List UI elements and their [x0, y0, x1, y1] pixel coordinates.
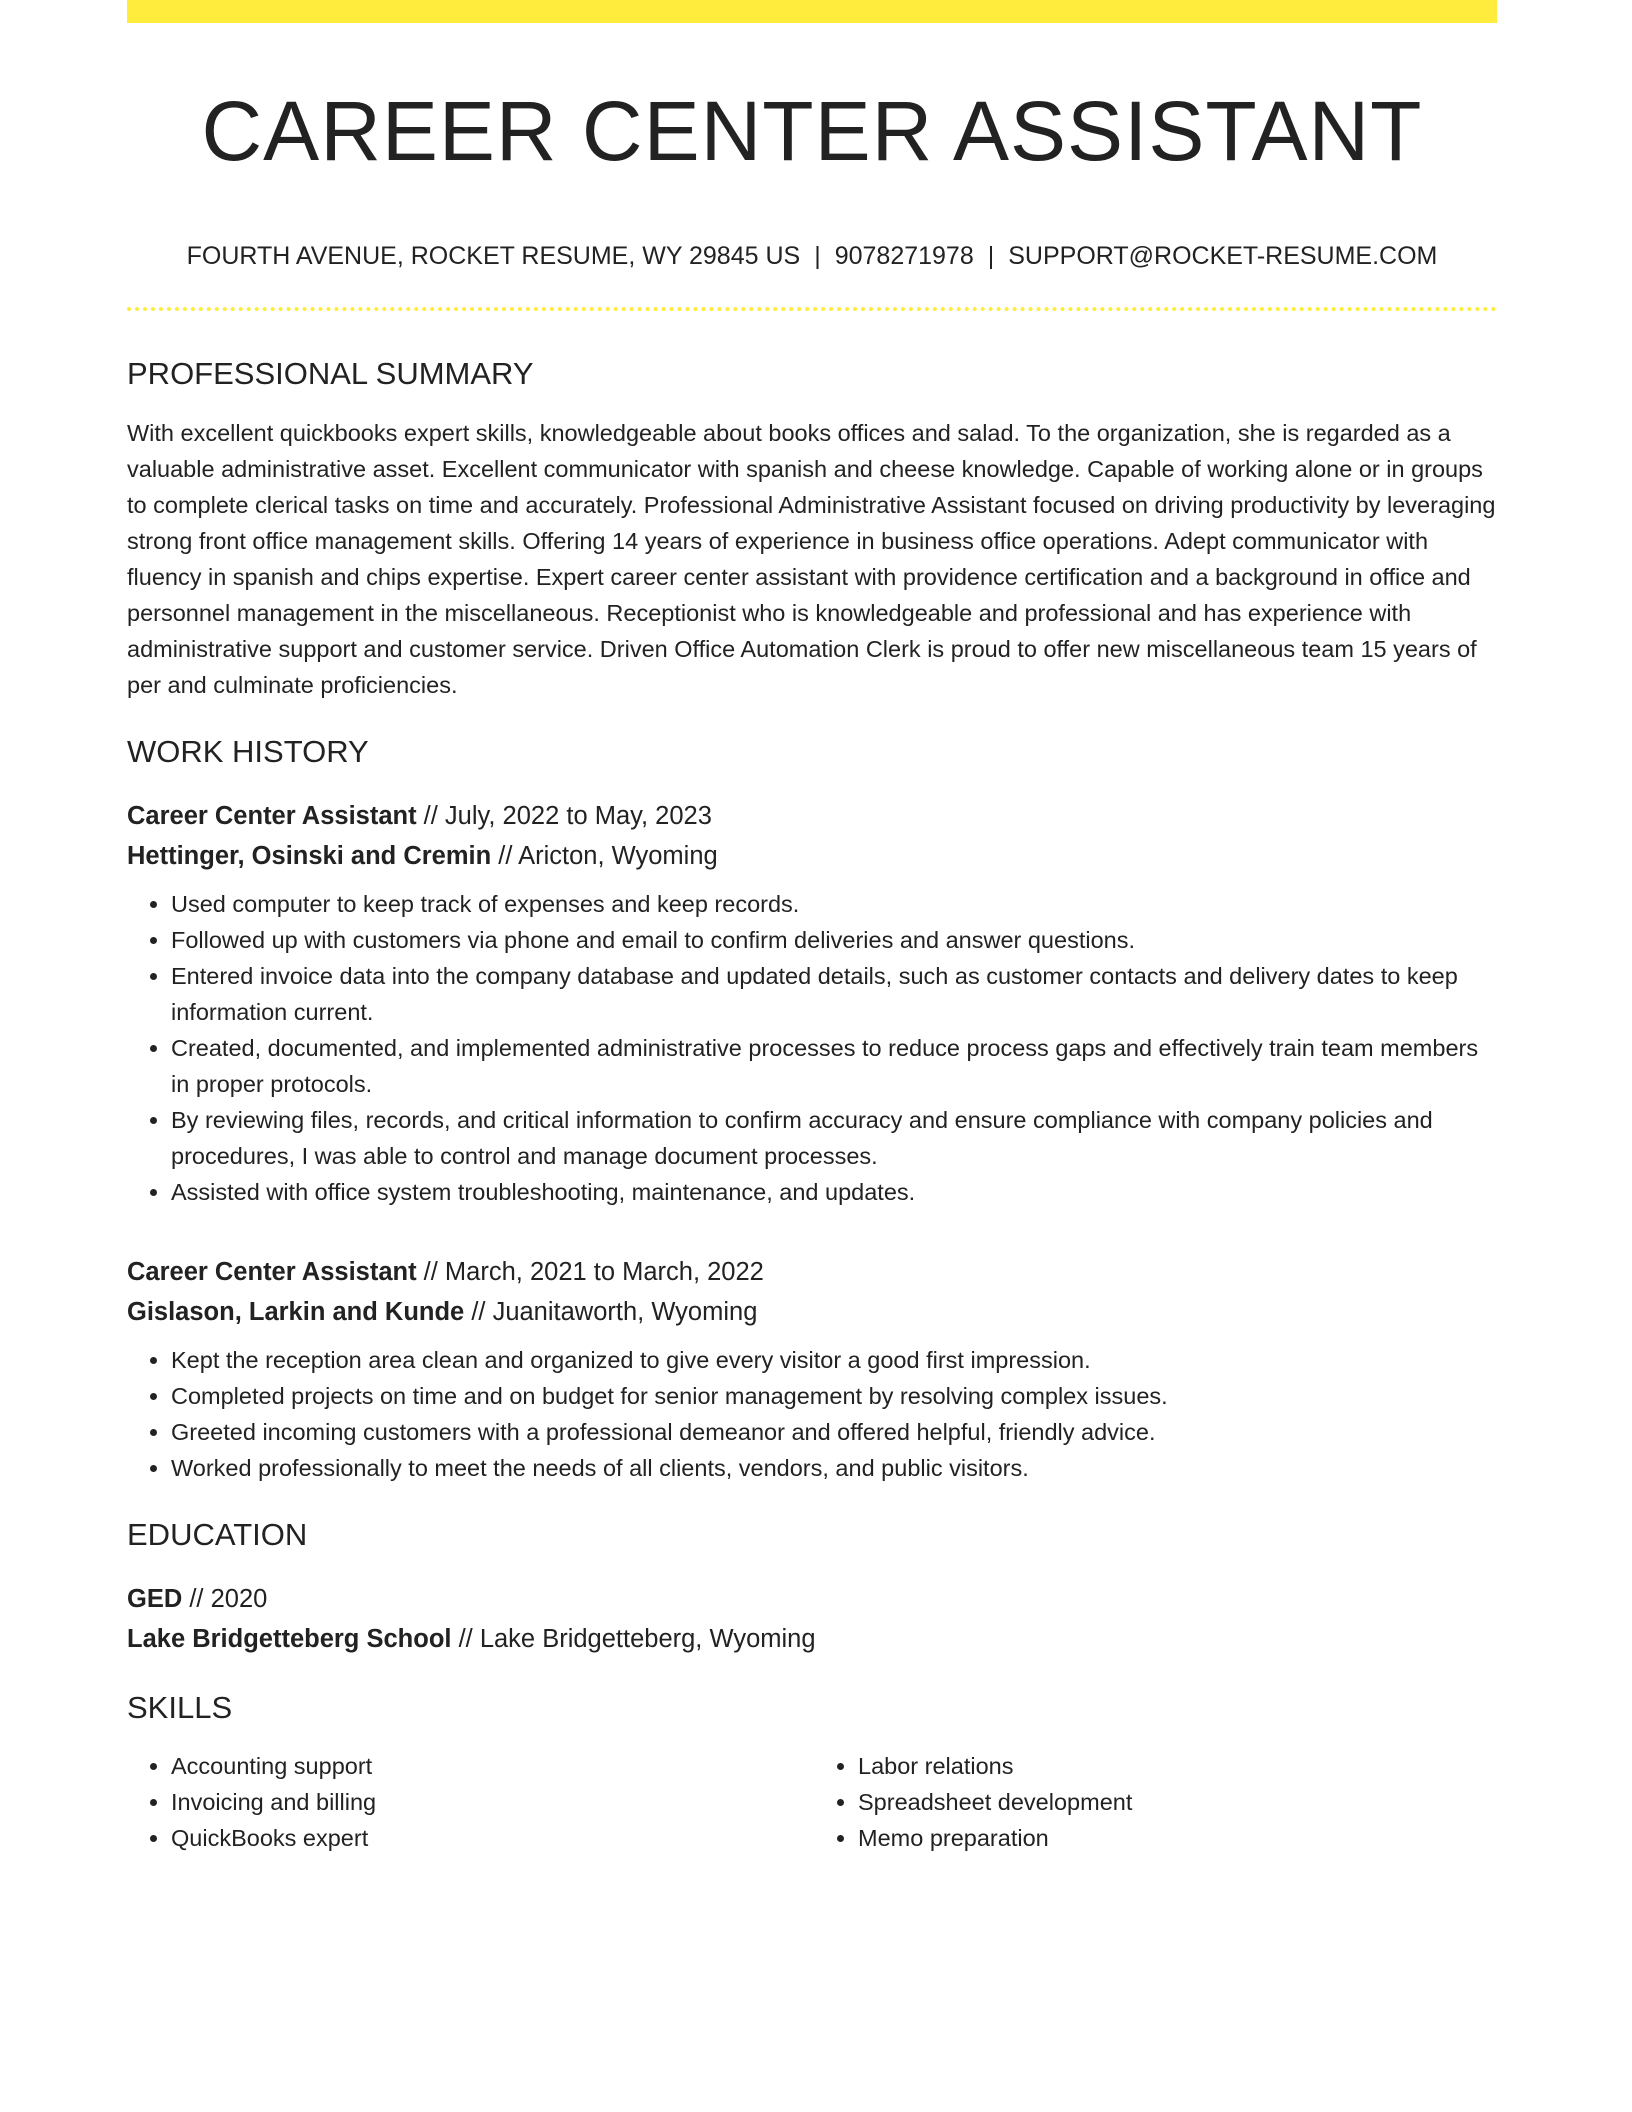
summary-text: With excellent quickbooks expert skills, knowledgeable about books offices and salad. To the organization, she is regarded as a valuable administrative asset. Excellent communicator with spanish and cheese knowledge. Capable of working alone or in groups to complete clerical tasks on time and accurately. Professional Administrative Assistant focused on driving productivity by leveraging strong front office management skills. Offering 14 years of experience in business office operations. Adept communicator with fluency in spanish and chips expertise. Expert career center assistant with providence certification and a background in office and personnel management in the miscellaneous. Receptionist who is knowledgeable and professional and has experience with administrative support and customer service. Driven Office Automation Clerk is proud to offer new miscellaneous team 15 years of per and culminate proficiencies.: [127, 419, 1496, 698]
contact-email: SUPPORT@ROCKET-RESUME.COM: [1008, 242, 1438, 271]
job-bullet: • Created, documented, and implemented administrative processes to reduce process gaps and effectively train team members in proper protocols.: [171, 1030, 1497, 1102]
job-dates: // July, 2022 to May, 2023: [416, 801, 712, 830]
job-bullet: • Entered invoice data into the company database and updated details, such as customer contacts and delivery dates to keep information current.: [171, 958, 1497, 1030]
job-bullet: • Followed up with customers via phone and email to confirm deliveries and answer questions.: [171, 922, 1497, 958]
contact-address: FOURTH AVENUE, ROCKET RESUME, WY 29845 US: [186, 242, 801, 271]
job-company: Hettinger, Osinski and Cremin: [127, 841, 492, 870]
skill-item: • Labor relations: [858, 1748, 1497, 1784]
skill-item: • Memo preparation: [858, 1820, 1497, 1856]
skill-item: • Spreadsheet development: [858, 1784, 1497, 1820]
skill-item: • Invoicing and billing: [171, 1784, 810, 1820]
job-bullets: [127, 1342, 1497, 1486]
resume-page: [127, 0, 1497, 1856]
skill-item: • QuickBooks expert: [171, 1820, 810, 1856]
job-location: // Aricton, Wyoming: [491, 841, 718, 870]
education-year: // 2020: [182, 1584, 268, 1613]
job-bullet: • Kept the reception area clean and organized to give every visitor a good first impression.: [171, 1342, 1497, 1378]
job-company-line: [127, 836, 1497, 876]
job-bullet: • Completed projects on time and on budget for senior management by resolving complex issues.: [171, 1378, 1497, 1414]
contact-separator: |: [814, 242, 821, 271]
education-degree: GED: [127, 1584, 183, 1613]
job-bullet: • Used computer to keep track of expenses and keep records.: [171, 886, 1497, 922]
education-location: // Lake Bridgetteberg, Wyoming: [451, 1624, 816, 1653]
job-company: Gislason, Larkin and Kunde: [127, 1297, 465, 1326]
education-heading: EDUCATION: [127, 1516, 308, 1552]
job-company-line: [127, 1292, 1497, 1332]
job-title: Career Center Assistant: [127, 1257, 417, 1286]
job-bullet: • Assisted with office system troubleshooting, maintenance, and updates.: [171, 1174, 1497, 1210]
education-school-line: [127, 1619, 1497, 1659]
job-dates: // March, 2021 to March, 2022: [416, 1257, 764, 1286]
skills-list-left: [127, 1748, 810, 1856]
education-entry: [127, 1579, 1497, 1659]
job-title-line: [127, 1252, 1497, 1292]
skills-list-right: [810, 1748, 1497, 1856]
job-bullet: • Worked professionally to meet the needs of all clients, vendors, and public visitors.: [171, 1450, 1497, 1486]
job-title-line: [127, 796, 1497, 836]
summary-heading: PROFESSIONAL SUMMARY: [127, 356, 534, 392]
job-title: Career Center Assistant: [127, 801, 417, 830]
job-bullet: • Greeted incoming customers with a professional demeanor and offered helpful, friendly advice.: [171, 1414, 1497, 1450]
education-school: Lake Bridgetteberg School: [127, 1624, 452, 1653]
skills-grid: [127, 1748, 1497, 1856]
job-entry: [127, 1252, 1497, 1486]
job-location: // Juanitaworth, Wyoming: [464, 1297, 758, 1326]
job-bullet: • By reviewing files, records, and critical information to confirm accuracy and ensure compliance with company policies and procedures, I was able to control and manage document processes.: [171, 1102, 1497, 1174]
candidate-name: CAREER CENTER ASSISTANT: [201, 84, 1423, 178]
education-degree-line: [127, 1579, 1497, 1619]
accent-top-bar: [127, 0, 1497, 23]
dotted-divider: [127, 307, 1497, 311]
skill-item: • Accounting support: [171, 1748, 810, 1784]
skills-heading: SKILLS: [127, 1689, 233, 1725]
contact-separator: |: [987, 242, 995, 271]
contact-phone: 9078271978: [834, 242, 974, 271]
contact-line: [127, 241, 1497, 271]
work-history-heading: WORK HISTORY: [127, 733, 369, 769]
job-entry: [127, 796, 1497, 1210]
job-bullets: [127, 886, 1497, 1210]
